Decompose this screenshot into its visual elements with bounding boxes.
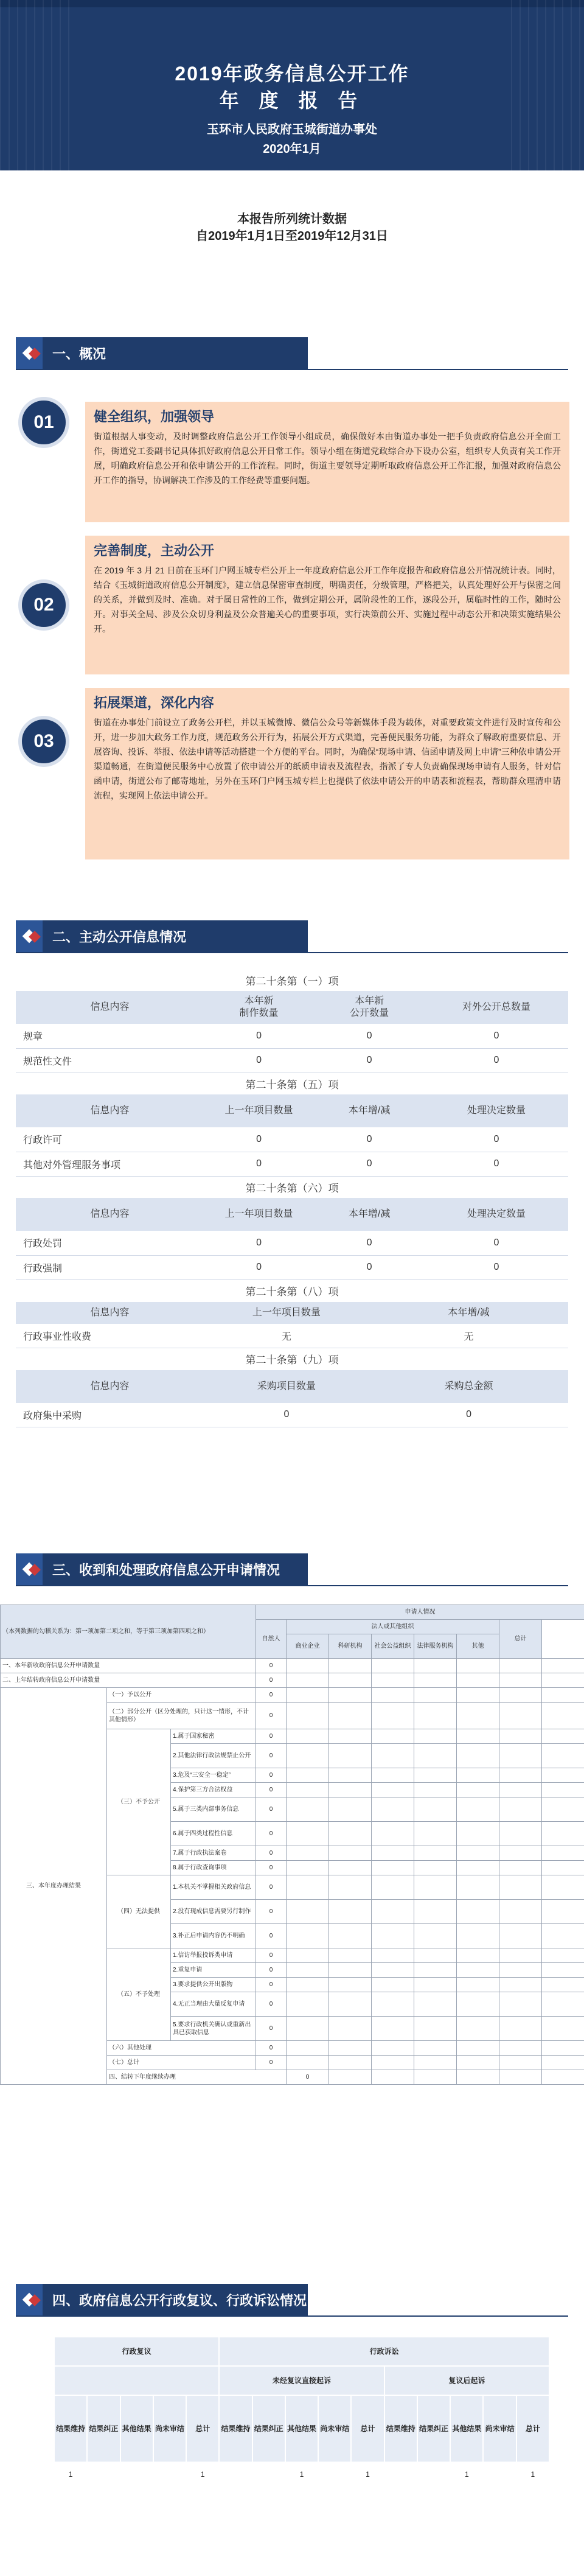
column-header: 其他结果 <box>285 2395 318 2462</box>
review-header-spacer <box>54 2366 219 2395</box>
row-label: 7.属于行政执法案卷 <box>171 1846 256 1861</box>
row-label: （四）无法提供 <box>107 1875 171 1948</box>
cell-value <box>384 2462 417 2487</box>
statistics-period <box>0 211 584 245</box>
section-applications-header <box>16 1553 308 1585</box>
column-header: 信息内容 <box>16 991 204 1024</box>
overview-number-02: 02 <box>18 579 69 631</box>
diamond-icon <box>16 920 43 952</box>
row-label: 3.危及“三安全一稳定” <box>171 1768 256 1783</box>
cell-value: 0 <box>256 1673 287 1688</box>
column-header: 采购项目数量 <box>204 1370 369 1403</box>
cell-value: 0 <box>314 1024 425 1048</box>
row-label: 2.没有现成信息需要另行制作 <box>171 1900 256 1924</box>
table-row <box>54 2462 549 2487</box>
cell-value: 0 <box>256 1992 287 2017</box>
cell-value: 0 <box>256 1948 287 1963</box>
section-divider <box>16 952 568 953</box>
row-label: 6.属于四类过程性信息 <box>171 1822 256 1846</box>
column-header: 采购总金额 <box>369 1370 568 1403</box>
row-label: 行政许可 <box>16 1127 204 1152</box>
cell-value: 0 <box>256 2056 287 2070</box>
column-header: 尚未审结 <box>318 2395 351 2462</box>
cell-value <box>252 2462 285 2487</box>
table-caption: 第二十条第（一）项 <box>16 969 568 991</box>
period-line1: 本报告所列统计数据 <box>237 212 347 226</box>
section-title: 四、政府信息公开行政复议、行政诉讼情况 <box>52 2292 307 2308</box>
table-row <box>16 1127 568 1152</box>
cell-value: 0 <box>256 1846 287 1861</box>
cell-value: 0 <box>314 1231 425 1255</box>
cell-value: 0 <box>425 1024 568 1048</box>
litigation-header: 行政诉讼 <box>219 2337 549 2366</box>
report-subtitle: 年 度 报 告 <box>219 89 365 111</box>
report-organization: 玉环市人民政府玉城街道办事处 <box>207 123 377 136</box>
row-label: （三）不予公开 <box>107 1729 171 1875</box>
review-litigation-table <box>54 2336 550 2487</box>
cell-value: 0 <box>256 1729 287 1744</box>
row-label: 行政事业性收费 <box>16 1324 204 1348</box>
column-header: 尚未审结 <box>483 2395 516 2462</box>
cell-value: 0 <box>256 1703 287 1729</box>
row-label: 2.其他法律行政法规禁止公开 <box>171 1744 256 1768</box>
cell-value: 1 <box>54 2462 87 2487</box>
row-label: 二、上年结转政府信息公开申请数量 <box>1 1673 256 1688</box>
column-header: 信息内容 <box>16 1094 204 1127</box>
cell-value: 1 <box>186 2462 219 2487</box>
review-header: 行政复议 <box>54 2337 219 2366</box>
diamond-icon <box>16 1553 43 1585</box>
column-header: 本年新 公开数量 <box>314 991 425 1024</box>
section-title: 三、收到和处理政府信息公开申请情况 <box>52 1562 280 1578</box>
column-header: 上一年项目数量 <box>204 1198 315 1231</box>
cell-value: 0 <box>256 1783 287 1797</box>
row-label: 规章 <box>16 1024 204 1048</box>
cell-value <box>120 2462 153 2487</box>
cell-value: 0 <box>256 2017 287 2041</box>
cell-value: 0 <box>204 1127 315 1152</box>
cell-value: 0 <box>256 1875 287 1900</box>
row-label: 其他对外管理服务事项 <box>16 1152 204 1176</box>
column-header: 结果维持 <box>54 2395 87 2462</box>
row-label: 行政强制 <box>16 1255 204 1279</box>
section-divider <box>16 2315 568 2317</box>
cell-value: 0 <box>256 1861 287 1875</box>
column-header: 结果纠正 <box>87 2395 120 2462</box>
report-header <box>0 0 584 170</box>
overview-item-3 <box>85 688 569 859</box>
overview-item-title: 完善制度，主动公开 <box>94 543 215 558</box>
row-label: 政府集中采购 <box>16 1403 204 1427</box>
table-row <box>1 1659 584 1673</box>
row-label: 四、结转下年度继续办理 <box>107 2070 287 2085</box>
overview-item-title: 拓展渠道，深化内容 <box>94 695 215 710</box>
cell-value: 0 <box>256 1924 287 1948</box>
section-title: 二、主动公开信息情况 <box>52 929 187 945</box>
row-label: （五）不予处理 <box>107 1948 171 2041</box>
table-corner-note: （本列数据的勾稽关系为：第一项加第二项之和，等于第三项加第四项之和） <box>1 1605 256 1659</box>
cell-value: 0 <box>425 1152 568 1176</box>
type-header: 法律服务机构 <box>414 1634 457 1659</box>
column-header: 上一年项目数量 <box>204 1094 315 1127</box>
column-header: 信息内容 <box>16 1302 204 1324</box>
section-overview-header <box>16 337 308 369</box>
cell-value: 1 <box>351 2462 384 2487</box>
table-row <box>16 1324 568 1348</box>
cell-value: 0 <box>314 1255 425 1279</box>
cell-value: 0 <box>287 2070 329 2085</box>
row-label: 3.补正后申请内容仍不明确 <box>171 1924 256 1948</box>
column-header: 本年增/减 <box>369 1302 568 1324</box>
cell-value <box>153 2462 186 2487</box>
row-label: 3.要求提供公开出版物 <box>171 1978 256 1992</box>
table-row <box>16 1231 568 1255</box>
row-label: 1.信访举报投诉类申请 <box>171 1948 256 1963</box>
diamond-icon <box>16 337 43 369</box>
overview-number-01: 01 <box>18 397 69 448</box>
row-label: 三、本年度办理结果 <box>1 1688 107 2085</box>
table-caption: 第二十条第（六）项 <box>16 1176 568 1198</box>
cell-value: 0 <box>204 1024 315 1048</box>
legal-entity-header: 法人或其他组织 <box>287 1620 499 1634</box>
table-row <box>16 1024 568 1048</box>
report-date: 2020年1月 <box>263 142 321 156</box>
column-header: 总计 <box>186 2395 219 2462</box>
row-label: （七）总计 <box>107 2056 256 2070</box>
column-header: 其他结果 <box>450 2395 483 2462</box>
type-header: 科研机构 <box>329 1634 372 1659</box>
report-title: 2019年政务信息公开工作 <box>175 63 409 85</box>
cell-value: 1 <box>516 2462 549 2487</box>
row-label: （六）其他处理 <box>107 2041 256 2056</box>
cell-value: 0 <box>204 1048 315 1073</box>
overview-item-text: 街道根据人事变动，及时调整政府信息公开工作领导小组成员，确保做好本由街道办事处一把手负责政府信息公开全面工作，街道党工委副书记具体抓好政府信息公开日常工作。领导小组在街道党政综合办下设办公室，组织专人负责有关工作开展，明确政府信息公开和依申请公开的工作流程。同时，街道主要领导定期听取政府信息公开工作汇报，加强对政府信息公开工作的指导，协调解决工作涉及的工作经费等重要问题。 <box>94 432 561 485</box>
row-label: 规范性文件 <box>16 1048 204 1073</box>
cell-value: 0 <box>314 1127 425 1152</box>
column-header: 总计 <box>351 2395 384 2462</box>
section-title: 一、概况 <box>52 346 106 362</box>
overview-item-title: 健全组织，加强领导 <box>94 409 215 424</box>
cell-value: 0 <box>314 1152 425 1176</box>
diamond-icon <box>16 2284 43 2315</box>
table-row <box>1 1673 584 1688</box>
column-header: 其他结果 <box>120 2395 153 2462</box>
header-top-bar <box>0 0 584 7</box>
column-header: 尚未审结 <box>153 2395 186 2462</box>
cell-value: 0 <box>369 1403 568 1427</box>
cell-value: 0 <box>256 1978 287 1992</box>
cell-value: 0 <box>425 1231 568 1255</box>
cell-value <box>417 2462 450 2487</box>
overview-item-2 <box>85 536 569 674</box>
overview-number-03: 03 <box>18 716 69 767</box>
overview-item-text: 街道在办事处门前设立了政务公开栏，并以玉城微博、微信公众号等新媒体手段为载体，对重要政策文件进行及时宣传和公开，进一步加大政务工作力度，规范政务公开行为，拓展公开方式渠道，完善便民服务功能，为群众了解政府重要信息、开展咨询、投诉、举报、依法申请等活动搭建一个方便的平台。同时，为确保“现场申请、信函申请及网上申请”三种依申请公开渠道畅通，在街道便民服务中心放置了依申请公开的纸质申请表及流程表，指派了专人负责确保现场申请有人服务，针对信函申请，街道公布了邮寄地址，另外在玉环门户网玉城专栏上也提供了依法申请公开的申请表和流程表，帮助群众理清申请流程，实现网上依法申请公开。 <box>94 718 561 800</box>
table-caption: 第二十条第（五）项 <box>16 1073 568 1094</box>
cell-value: 0 <box>256 1659 287 1673</box>
table-row <box>16 1048 568 1073</box>
direct-suit-header: 未经复议直接起诉 <box>219 2366 384 2395</box>
column-header: 结果维持 <box>384 2395 417 2462</box>
row-label: 1.本机关不掌握相关政府信息 <box>171 1875 256 1900</box>
row-label: 5.属于三类内部事务信息 <box>171 1797 256 1822</box>
column-header: 结果纠正 <box>417 2395 450 2462</box>
cell-value: 0 <box>256 1768 287 1783</box>
natural-person-header: 自然人 <box>256 1620 287 1659</box>
column-header: 信息内容 <box>16 1370 204 1403</box>
column-header: 本年新 制作数量 <box>204 991 315 1024</box>
row-label: 2.重复申请 <box>171 1963 256 1978</box>
cell-value <box>318 2462 351 2487</box>
cell-value: 0 <box>256 1744 287 1768</box>
column-header: 上一年项目数量 <box>204 1302 369 1324</box>
cell-value: 0 <box>256 1688 287 1703</box>
cell-value: 0 <box>256 1900 287 1924</box>
cell-value: 0 <box>256 1963 287 1978</box>
cell-value: 0 <box>256 1822 287 1846</box>
column-header: 本年增/减 <box>314 1094 425 1127</box>
type-header: 社会公益组织 <box>372 1634 414 1659</box>
section-review-header <box>16 2284 308 2315</box>
column-header: 处理决定数量 <box>425 1198 568 1231</box>
table-row <box>16 1152 568 1176</box>
type-header: 其他 <box>457 1634 499 1659</box>
row-label: 4.无正当理由大量反复申请 <box>171 1992 256 2017</box>
cell-value: 0 <box>204 1152 315 1176</box>
table-row <box>16 1255 568 1279</box>
cell-value: 1 <box>285 2462 318 2487</box>
row-label: 5.要求行政机关确认或重新出具已获取信息 <box>171 2017 256 2041</box>
row-label: 8.属于行政查询事项 <box>171 1861 256 1875</box>
cell-value: 0 <box>314 1048 425 1073</box>
section-proactive-header <box>16 920 308 952</box>
column-header: 总计 <box>516 2395 549 2462</box>
column-header: 结果维持 <box>219 2395 252 2462</box>
table-row <box>1 1688 584 1703</box>
row-label: （二）部分公开（区分处理的，只计这一情形，不计其他情形） <box>107 1703 256 1729</box>
row-label: 4.保护第三方合法权益 <box>171 1783 256 1797</box>
cell-value: 无 <box>369 1324 568 1348</box>
cell-value: 0 <box>256 2041 287 2056</box>
table-caption: 第二十条第（九）项 <box>16 1348 568 1370</box>
cell-value: 0 <box>425 1127 568 1152</box>
applications-table <box>0 1605 584 2085</box>
after-review-header: 复议后起诉 <box>384 2366 549 2395</box>
cell-value: 1 <box>450 2462 483 2487</box>
cell-value <box>483 2462 516 2487</box>
cell-value: 0 <box>256 1797 287 1822</box>
column-header: 对外公开总数量 <box>425 991 568 1024</box>
cell-value: 0 <box>425 1048 568 1073</box>
cell-value <box>87 2462 120 2487</box>
cell-value <box>219 2462 252 2487</box>
applicant-header: 申请人情况 <box>256 1605 584 1620</box>
proactive-disclosure-table <box>16 969 568 1427</box>
cell-value: 0 <box>204 1231 315 1255</box>
row-label: 1.属于国家秘密 <box>171 1729 256 1744</box>
section-divider <box>16 1585 568 1586</box>
column-header: 信息内容 <box>16 1198 204 1231</box>
row-label: 一、本年新收政府信息公开申请数量 <box>1 1659 256 1673</box>
cell-value: 0 <box>204 1403 369 1427</box>
cell-value: 0 <box>204 1255 315 1279</box>
type-header: 商业企业 <box>287 1634 329 1659</box>
overview-item-1 <box>85 402 569 522</box>
table-row <box>16 1403 568 1427</box>
row-label: 行政处罚 <box>16 1231 204 1255</box>
column-header: 处理决定数量 <box>425 1094 568 1127</box>
row-label: （一）予以公开 <box>107 1688 256 1703</box>
column-header: 本年增/减 <box>314 1198 425 1231</box>
cell-value: 无 <box>204 1324 369 1348</box>
overview-item-text: 在 2019 年 3 月 21 日前在玉环门户网玉城专栏公开上一年度政府信息公开工作年度报告和政府信息公开情况统计表。同时，结合《玉城街道政府信息公开制度》，建立信息保密审查制度，明确责任，分级管理，严格把关，认真处理好公开与保密之间的关系，并做到及时、准确。对于属日常性的工作，做到定期公开，属阶段性的工作，逐段公开，属临时性的工作，随时公开。对事关全局、涉及公众切身利益及公众普遍关心的重要事项，实行决策前公开、实施过程中动态公开和决策实施结果公开。 <box>94 565 561 634</box>
cell-value: 0 <box>425 1255 568 1279</box>
column-header: 结果纠正 <box>252 2395 285 2462</box>
period-line2: 自2019年1月1日至2019年12月31日 <box>196 229 388 243</box>
total-header: 总计 <box>499 1620 542 1659</box>
section-divider <box>16 369 568 370</box>
table-caption: 第二十条第（八）项 <box>16 1280 568 1302</box>
